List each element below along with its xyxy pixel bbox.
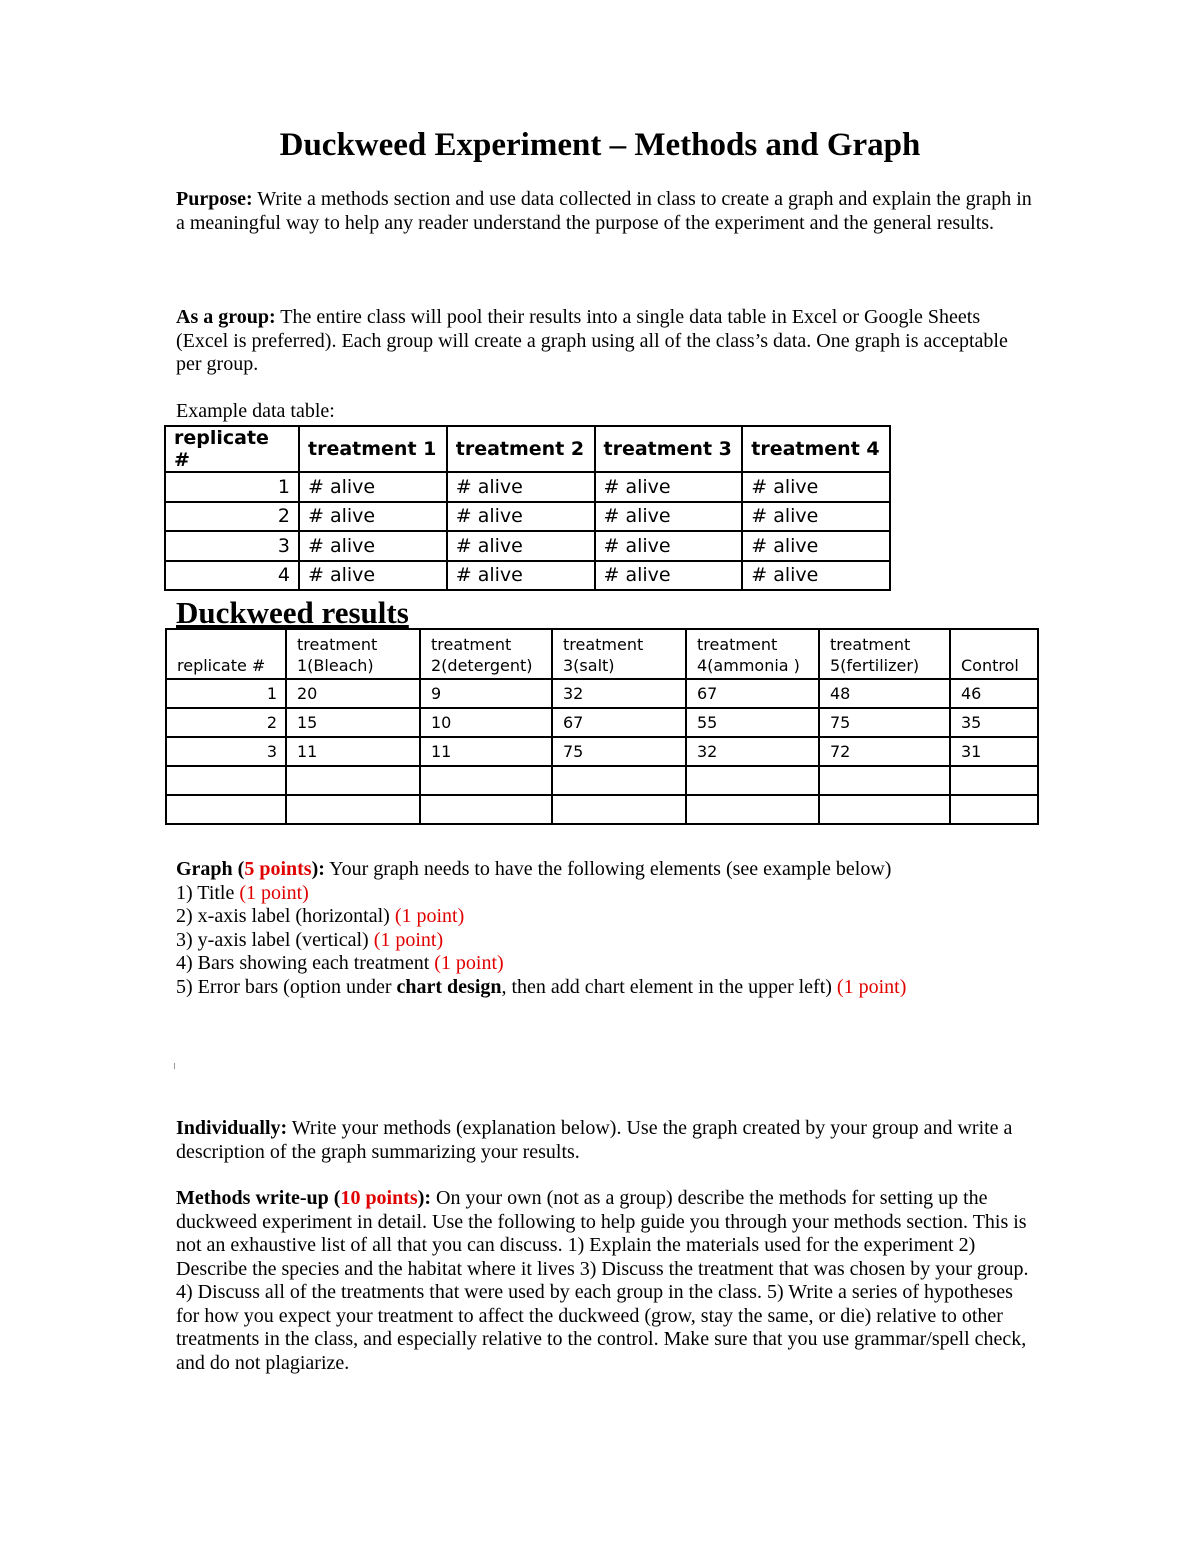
table-cell [286, 766, 420, 795]
table-cell: # alive [299, 561, 447, 591]
results-header-row [166, 629, 1038, 679]
table-cell: 72 [819, 737, 950, 766]
table-cell [950, 795, 1038, 824]
purpose-text: Write a methods section and use data collected in class to create a graph and explain the graph in a meaningful way to help any reader understand the purpose of the experiment and the general results. [176, 188, 1032, 234]
results-data-table [165, 628, 1039, 825]
graph-item: 3) y-axis label (vertical) (1 point) [176, 928, 444, 951]
methods-points: 10 points [340, 1187, 418, 1209]
example-header-cell: replicate # [165, 426, 299, 472]
table-row-empty [166, 795, 1038, 824]
results-header-cell: treatment 1(Bleach) [286, 629, 420, 679]
table-cell: # alive [447, 472, 595, 502]
page-title: Duckweed Experiment – Methods and Graph [279, 127, 921, 163]
table-cell: 32 [552, 679, 686, 708]
table-row [165, 561, 890, 591]
table-row [165, 502, 890, 532]
results-header-cell: treatment 4(ammonia ) [686, 629, 819, 679]
table-cell: 46 [950, 679, 1038, 708]
table-cell [686, 766, 819, 795]
table-cell: # alive [742, 472, 890, 502]
group-label: As a group: [176, 306, 276, 328]
table-row [165, 472, 890, 502]
table-cell: # alive [299, 472, 447, 502]
graph-item: 4) Bars showing each treatment (1 point) [176, 952, 504, 974]
table-cell: # alive [447, 561, 595, 591]
table-cell: 15 [286, 708, 420, 737]
example-data-table [164, 425, 891, 591]
table-cell [166, 795, 286, 824]
table-cell: 1 [166, 679, 286, 708]
graph-item: 5) Error bars (option under chart design, then add chart element in the upper left) (1 point) [176, 975, 907, 998]
table-cell: # alive [742, 561, 890, 591]
example-header-cell: treatment 3 [595, 426, 743, 472]
graph-intro: Graph (5 points): Your graph needs to have the following elements (see example below) [176, 858, 892, 880]
results-header-cell: treatment 3(salt) [552, 629, 686, 679]
table-cell: # alive [595, 502, 743, 532]
table-cell: 4 [165, 561, 299, 591]
table-row [165, 531, 890, 561]
table-cell [286, 795, 420, 824]
table-cell: 75 [552, 737, 686, 766]
table-cell: 32 [686, 737, 819, 766]
table-cell [166, 766, 286, 795]
table-cell: 11 [286, 737, 420, 766]
individually-paragraph [176, 1117, 1036, 1164]
example-header-cell: treatment 1 [299, 426, 447, 472]
table-cell: 3 [165, 531, 299, 561]
table-cell: 31 [950, 737, 1038, 766]
table-cell: 9 [420, 679, 552, 708]
table-cell: 67 [686, 679, 819, 708]
table-cell [686, 795, 819, 824]
table-cell: # alive [595, 561, 743, 591]
example-table-header-row [165, 426, 890, 472]
table-cell: 3 [166, 737, 286, 766]
table-cell [552, 795, 686, 824]
table-cell: # alive [299, 531, 447, 561]
table-cell: 1 [165, 472, 299, 502]
table-cell [552, 766, 686, 795]
graph-section [176, 858, 1036, 999]
table-row [166, 679, 1038, 708]
table-row-empty [166, 766, 1038, 795]
table-cell [420, 795, 552, 824]
table-cell: # alive [299, 502, 447, 532]
example-header-cell: treatment 2 [447, 426, 595, 472]
table-cell [819, 795, 950, 824]
example-table-caption: Example data table: [176, 400, 335, 422]
table-cell: 20 [286, 679, 420, 708]
table-cell: 2 [166, 708, 286, 737]
table-cell: 11 [420, 737, 552, 766]
table-cell: 2 [165, 502, 299, 532]
table-row [166, 737, 1038, 766]
table-cell: # alive [447, 531, 595, 561]
methods-text: On your own (not as a group) describe the methods for setting up the duckweed experiment in detail. Use the following to help guide you through your methods section. This is not an exhaustive list of all that you can discuss. 1) Explain the materials used for the experiment 2) Describe the species and the habitat where it lives 3) Discuss the treatment that was chosen by your group. 4) Discuss all of the treatments that were used by each group in the class. 5) Write a series of hypotheses for how you expect your treatment to affect the duckweed (grow, stay the same, or die) relative to other treatments in the class, and especially relative to the control. Make sure that you use grammar/spell check, and do not plagiarize. [176, 1187, 1029, 1374]
table-cell: # alive [447, 502, 595, 532]
example-header-cell: treatment 4 [742, 426, 890, 472]
graph-points: 5 points [244, 858, 312, 880]
graph-item: 2) x-axis label (horizontal) (1 point) [176, 905, 465, 927]
table-cell: # alive [742, 502, 890, 532]
table-row [166, 708, 1038, 737]
table-cell [420, 766, 552, 795]
results-header-cell: treatment 2(detergent) [420, 629, 552, 679]
table-cell: # alive [595, 472, 743, 502]
results-header-cell: replicate # [166, 629, 286, 679]
individually-label: Individually: [176, 1117, 288, 1139]
table-cell: 75 [819, 708, 950, 737]
table-cell: 67 [552, 708, 686, 737]
results-header-cell: Control [950, 629, 1038, 679]
table-cell: 10 [420, 708, 552, 737]
purpose-paragraph [176, 188, 1036, 235]
table-cell [819, 766, 950, 795]
stray-mark [174, 1063, 175, 1069]
individually-text: Write your methods (explanation below). Use the graph created by your group and write a description of the graph summarizing your results. [176, 1117, 1013, 1163]
table-cell: 48 [819, 679, 950, 708]
graph-item: 1) Title (1 point) [176, 881, 309, 904]
results-header-cell: treatment 5(fertilizer) [819, 629, 950, 679]
group-text: The entire class will pool their results into a single data table in Excel or Google Sheets (Excel is preferred). Each group will create a graph using all of the class’s data. One graph is acceptable per group. [176, 306, 1008, 375]
group-paragraph [176, 306, 1036, 377]
table-cell: # alive [595, 531, 743, 561]
results-heading: Duckweed results [176, 595, 409, 630]
table-cell: 55 [686, 708, 819, 737]
table-cell: # alive [742, 531, 890, 561]
methods-paragraph: Methods write-up (10 points): On your own (not as a group) describe the methods for setting up the duckweed experiment in detail. Use the following to help guide you through your methods section. This is not an exhaustive list of all that you can discuss. 1) Explain the materials used for the experiment 2) Describe the species and the habitat where it lives 3) Discuss the treatment that was chosen by your group. 4) Discuss all of the treatments that were used by each group in the class. 5) Write a series of hypotheses for how you expect your treatment to affect the duckweed (grow, stay the same, or die) relative to other treatments in the class, and especially relative to the control. Make sure that you use grammar/spell check, and do not plagiarize. [176, 1187, 1029, 1374]
table-cell [950, 766, 1038, 795]
purpose-label: Purpose: [176, 188, 253, 210]
table-cell: 35 [950, 708, 1038, 737]
